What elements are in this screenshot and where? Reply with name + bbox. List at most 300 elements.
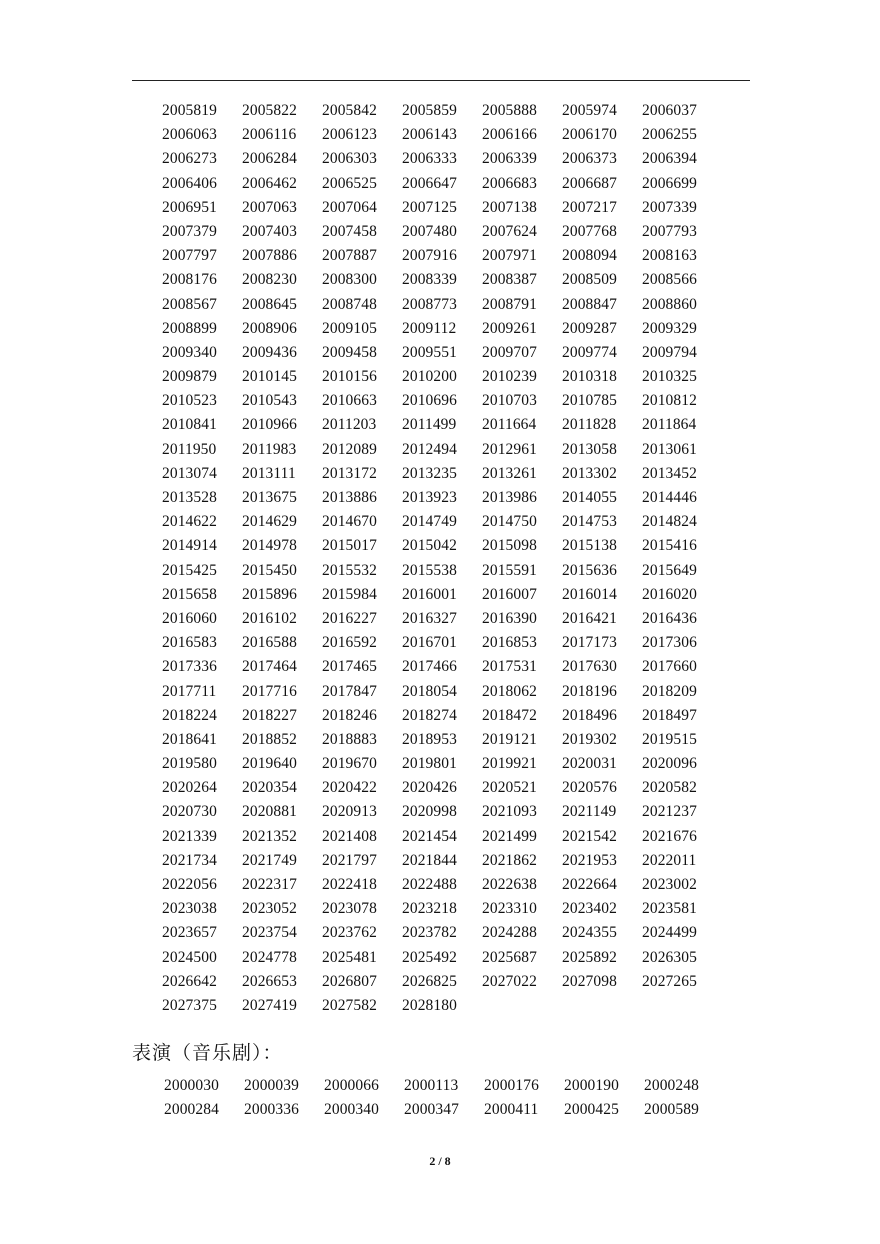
number-cell: 2020031 [562,755,617,773]
number-cell: 2023218 [402,900,457,918]
number-cell: 2019580 [162,755,217,773]
number-cell: 2006394 [642,150,697,168]
number-cell: 2017173 [562,634,617,652]
number-row [162,946,722,970]
number-cell: 2009707 [482,343,537,361]
number-cell: 2006143 [402,126,457,144]
number-row [162,389,722,413]
number-cell: 2016102 [242,609,297,627]
number-cell: 2018209 [642,682,697,700]
number-cell: 2022418 [322,876,377,893]
number-cell: 2008860 [642,295,697,313]
number-cell: 2000340 [324,1101,379,1119]
number-cell: 2006687 [562,174,617,192]
number-cell: 2010785 [562,392,617,410]
number-cell: 2024778 [242,948,297,966]
number-cell: 2014446 [642,489,697,506]
number-cell: 2009261 [482,319,537,337]
number-cell: 2021093 [482,803,537,821]
number-cell: 2009436 [242,343,297,361]
number-cell: 2015042 [402,537,457,555]
number-cell: 2019801 [402,755,457,773]
number-cell: 2000039 [244,1077,299,1094]
number-cell: 2011864 [642,416,697,434]
number-cell: 2018246 [322,706,377,724]
number-cell: 2016014 [562,585,617,603]
number-cell: 2007971 [482,247,537,265]
number-cell: 2021542 [562,827,617,845]
number-cell: 2000176 [484,1077,539,1094]
number-cell: 2018196 [562,682,617,700]
number-cell: 2008387 [482,271,537,289]
number-cell: 2016588 [242,634,297,652]
number-cell: 2016001 [402,585,457,603]
number-cell: 2009879 [162,368,217,386]
number-cell: 2015591 [482,561,537,579]
number-row [162,825,722,849]
number-cell: 2027098 [562,972,617,990]
number-row [162,341,722,365]
number-cell: 2018641 [162,730,217,748]
number-cell: 2016583 [162,634,217,652]
number-cell: 2017660 [642,658,697,676]
number-cell: 2013111 [242,464,296,482]
number-cell: 2022638 [482,876,537,893]
number-cell: 2010318 [562,368,617,386]
number-cell: 2027375 [162,996,217,1014]
number-cell: 2013235 [402,464,457,482]
number-cell: 2020426 [402,779,457,797]
number-cell: 2023052 [242,900,297,918]
number-row [162,970,722,994]
number-cell: 2008163 [642,247,697,265]
number-cell: 2024500 [162,948,217,966]
number-cell: 2006462 [242,174,297,192]
number-row [162,631,722,655]
number-row [162,776,722,800]
number-row [162,704,722,728]
number-cell: 2017336 [162,658,217,676]
number-row [162,655,722,679]
number-cell: 2018472 [482,706,537,724]
number-row [162,196,722,220]
number-cell: 2015984 [322,585,377,603]
number-cell: 2027419 [242,996,297,1014]
number-cell: 2007125 [402,198,457,216]
number-cell: 2006063 [162,126,217,144]
number-cell: 2022056 [162,876,217,893]
number-list-top [162,99,722,1018]
number-row [162,147,722,171]
number-row [162,123,722,147]
number-cell: 2005819 [162,102,217,119]
number-cell: 2011203 [322,416,377,434]
number-row [162,728,722,752]
number-cell: 2023078 [322,900,377,918]
number-cell: 2017466 [402,658,457,676]
number-row [164,1074,724,1098]
number-cell: 2016327 [402,609,457,627]
number-cell: 2015425 [162,561,217,579]
number-cell: 2020354 [242,779,297,797]
number-cell: 2023310 [482,900,537,918]
number-cell: 2007339 [642,198,697,216]
number-cell: 2008339 [402,271,457,289]
number-cell: 2027265 [642,972,697,990]
number-cell: 2008567 [162,295,217,313]
number-cell: 2006284 [242,150,297,168]
number-cell: 2009794 [642,343,697,361]
section-heading: 表演（音乐剧）： [132,1042,283,1064]
number-cell: 2020096 [642,755,697,773]
number-row [162,438,722,462]
number-cell: 2021339 [162,827,217,845]
number-cell: 2022317 [242,876,297,893]
number-cell: 2006170 [562,126,617,144]
number-cell: 2013074 [162,464,217,482]
number-cell: 2007916 [402,247,457,265]
number-cell: 2015017 [322,537,377,555]
number-cell: 2010156 [322,368,377,386]
number-cell: 2006373 [562,150,617,168]
number-cell: 2016701 [402,634,457,652]
number-row [162,413,722,437]
number-cell: 2022664 [562,876,617,893]
number-cell: 2007768 [562,222,617,240]
number-row [162,583,722,607]
number-row [162,99,722,123]
number-cell: 2027022 [482,972,537,990]
number-cell: 2008300 [322,271,377,289]
number-cell: 2017465 [322,658,377,676]
number-cell: 2021797 [322,851,377,869]
number-cell: 2008509 [562,271,617,289]
number-cell: 2020881 [242,803,297,821]
number-cell: 2028180 [402,996,457,1014]
number-cell: 2021408 [322,827,377,845]
number-cell: 2020998 [402,803,457,821]
number-cell: 2011983 [242,440,297,458]
number-cell: 2018274 [402,706,457,724]
number-cell: 2015416 [642,537,697,555]
number-cell: 2019640 [242,755,297,773]
number-cell: 2000066 [324,1077,379,1094]
number-row [162,897,722,921]
number-cell: 2021734 [162,851,217,869]
number-cell: 2013986 [482,489,537,506]
number-cell: 2010239 [482,368,537,386]
number-cell: 2015532 [322,561,377,579]
number-cell: 2020521 [482,779,537,797]
number-cell: 2024288 [482,924,537,942]
number-cell: 2023657 [162,924,217,942]
number-cell: 2019515 [642,730,697,748]
number-cell: 2020576 [562,779,617,797]
number-cell: 2018496 [562,706,617,724]
number-row [162,607,722,631]
number-cell: 2008847 [562,295,617,313]
number-cell: 2012089 [322,440,377,458]
number-cell: 2021953 [562,851,617,869]
number-row [162,172,722,196]
number-cell: 2020913 [322,803,377,821]
header-rule [132,80,750,81]
number-cell: 2016436 [642,609,697,627]
number-cell: 2020730 [162,803,217,821]
number-cell: 2023402 [562,900,617,918]
number-cell: 2011664 [482,416,537,434]
number-cell: 2007887 [322,247,377,265]
number-cell: 2018953 [402,730,457,748]
number-cell: 2014753 [562,513,617,531]
number-cell: 2013452 [642,464,697,482]
number-cell: 2020264 [162,779,217,797]
number-cell: 2005974 [562,102,617,119]
number-cell: 2020422 [322,779,377,797]
number-cell: 2023754 [242,924,297,942]
number-cell: 2018224 [162,706,217,724]
number-row [162,921,722,945]
number-cell: 2015450 [242,561,297,579]
number-cell: 2009551 [402,343,457,361]
number-cell: 2025892 [562,948,617,966]
number-row [162,680,722,704]
number-cell: 2013886 [322,489,377,506]
number-cell: 2011828 [562,416,617,434]
number-cell: 2010841 [162,416,217,434]
number-row [162,486,722,510]
number-cell: 2018062 [482,682,537,700]
number-cell: 2006116 [242,126,297,144]
number-cell: 2008176 [162,271,217,289]
number-cell: 2014978 [242,537,297,555]
number-cell: 2009105 [322,319,377,337]
number-cell: 2007797 [162,247,217,265]
number-cell: 2006525 [322,174,377,192]
number-row [162,752,722,776]
number-cell: 2011499 [402,416,457,434]
number-row [162,365,722,389]
number-cell: 2000113 [404,1077,459,1094]
number-cell: 2005822 [242,102,297,119]
number-cell: 2008645 [242,295,297,313]
number-cell: 2026642 [162,972,217,990]
number-cell: 2007624 [482,222,537,240]
number-cell: 2023038 [162,900,217,918]
number-cell: 2005888 [482,102,537,119]
number-cell: 2025687 [482,948,537,966]
number-cell: 2023782 [402,924,457,942]
number-cell: 2012494 [402,440,457,458]
number-cell: 2014622 [162,513,217,531]
number-cell: 2021862 [482,851,537,869]
number-cell: 2014670 [322,513,377,531]
number-cell: 2000248 [644,1077,699,1094]
number-cell: 2000425 [564,1101,619,1119]
number-cell: 2018497 [642,706,697,724]
number-cell: 2021149 [562,803,617,821]
number-cell: 2019670 [322,755,377,773]
number-cell: 2015896 [242,585,297,603]
number-row [162,510,722,534]
number-cell: 2013675 [242,489,297,506]
number-cell: 2006255 [642,126,697,144]
number-cell: 2006339 [482,150,537,168]
number-cell: 2025492 [402,948,457,966]
number-cell: 2011950 [162,440,217,458]
number-cell: 2009774 [562,343,617,361]
number-cell: 2008230 [242,271,297,289]
number-row [164,1098,724,1122]
number-cell: 2026653 [242,972,297,990]
number-cell: 2014914 [162,537,217,555]
number-cell: 2027582 [322,996,377,1014]
number-row [162,559,722,583]
number-cell: 2017531 [482,658,537,676]
number-cell: 2007458 [322,222,377,240]
number-row [162,849,722,873]
number-cell: 2000030 [164,1077,219,1094]
number-row [162,244,722,268]
number-cell: 2018852 [242,730,297,748]
number-cell: 2006683 [482,174,537,192]
number-cell: 2010663 [322,392,377,410]
number-cell: 2014750 [482,513,537,531]
number-cell: 2005842 [322,102,377,119]
number-cell: 2006037 [642,102,697,119]
number-cell: 2016007 [482,585,537,603]
number-cell: 2000589 [644,1101,699,1119]
number-cell: 2008791 [482,295,537,313]
number-cell: 2000336 [244,1101,299,1119]
number-row [162,873,722,897]
number-cell: 2016227 [322,609,377,627]
number-cell: 2005859 [402,102,457,119]
number-row [162,293,722,317]
number-cell: 2023762 [322,924,377,942]
number-row [162,462,722,486]
number-row [162,800,722,824]
number-cell: 2006699 [642,174,697,192]
number-cell: 2010812 [642,392,697,410]
number-cell: 2006333 [402,150,457,168]
number-cell: 2024499 [642,924,697,942]
number-cell: 2007379 [162,222,217,240]
number-cell: 2022488 [402,876,457,893]
number-cell: 2008094 [562,247,617,265]
number-cell: 2008906 [242,319,297,337]
number-cell: 2026807 [322,972,377,990]
number-cell: 2010325 [642,368,697,386]
number-cell: 2007217 [562,198,617,216]
number-cell: 2006273 [162,150,217,168]
number-cell: 2008566 [642,271,697,289]
number-cell: 2016853 [482,634,537,652]
number-cell: 2026305 [642,948,697,966]
number-cell: 2024355 [562,924,617,942]
number-cell: 2020582 [642,779,697,797]
number-cell: 2017464 [242,658,297,676]
number-cell: 2010145 [242,368,297,386]
number-cell: 2014824 [642,513,697,531]
number-cell: 2007138 [482,198,537,216]
number-cell: 2017716 [242,682,297,700]
number-cell: 2019121 [482,730,537,748]
number-cell: 2021237 [642,803,697,821]
number-cell: 2006123 [322,126,377,144]
number-cell: 2007793 [642,222,697,240]
number-cell: 2013302 [562,464,617,482]
number-cell: 2026825 [402,972,457,990]
number-cell: 2017847 [322,682,377,700]
number-row [162,220,722,244]
number-cell: 2021749 [242,851,297,869]
number-cell: 2009458 [322,343,377,361]
number-cell: 2018883 [322,730,377,748]
number-cell: 2023002 [642,876,697,893]
number-cell: 2009112 [402,319,457,337]
number-cell: 2013923 [402,489,457,506]
number-list-performance [164,1074,724,1122]
number-cell: 2016592 [322,634,377,652]
number-cell: 2022011 [642,851,697,869]
number-cell: 2013061 [642,440,697,458]
number-cell: 2010966 [242,416,297,434]
number-cell: 2000411 [484,1101,539,1119]
number-cell: 2015538 [402,561,457,579]
number-cell: 2021352 [242,827,297,845]
number-row [162,317,722,341]
number-cell: 2013172 [322,464,377,482]
number-cell: 2015138 [562,537,617,555]
number-cell: 2016060 [162,609,217,627]
number-cell: 2009287 [562,319,617,337]
number-cell: 2008899 [162,319,217,337]
number-cell: 2017711 [162,682,217,700]
number-cell: 2010543 [242,392,297,410]
number-cell: 2017306 [642,634,697,652]
number-cell: 2015636 [562,561,617,579]
number-row [162,268,722,292]
number-cell: 2016020 [642,585,697,603]
number-cell: 2007480 [402,222,457,240]
number-cell: 2006951 [162,198,217,216]
number-cell: 2010696 [402,392,457,410]
number-cell: 2021454 [402,827,457,845]
number-cell: 2006406 [162,174,217,192]
number-cell: 2007064 [322,198,377,216]
number-cell: 2008748 [322,295,377,313]
number-row [162,994,722,1018]
number-cell: 2007886 [242,247,297,265]
number-cell: 2021676 [642,827,697,845]
number-cell: 2009340 [162,343,217,361]
number-cell: 2006303 [322,150,377,168]
number-cell: 2007403 [242,222,297,240]
number-cell: 2010523 [162,392,217,410]
number-cell: 2016421 [562,609,617,627]
number-cell: 2009329 [642,319,697,337]
number-cell: 2023581 [642,900,697,918]
number-cell: 2013058 [562,440,617,458]
number-cell: 2013528 [162,489,217,506]
number-cell: 2025481 [322,948,377,966]
number-cell: 2010703 [482,392,537,410]
number-cell: 2000190 [564,1077,619,1094]
number-cell: 2018227 [242,706,297,724]
number-cell: 2014629 [242,513,297,531]
number-cell: 2006647 [402,174,457,192]
